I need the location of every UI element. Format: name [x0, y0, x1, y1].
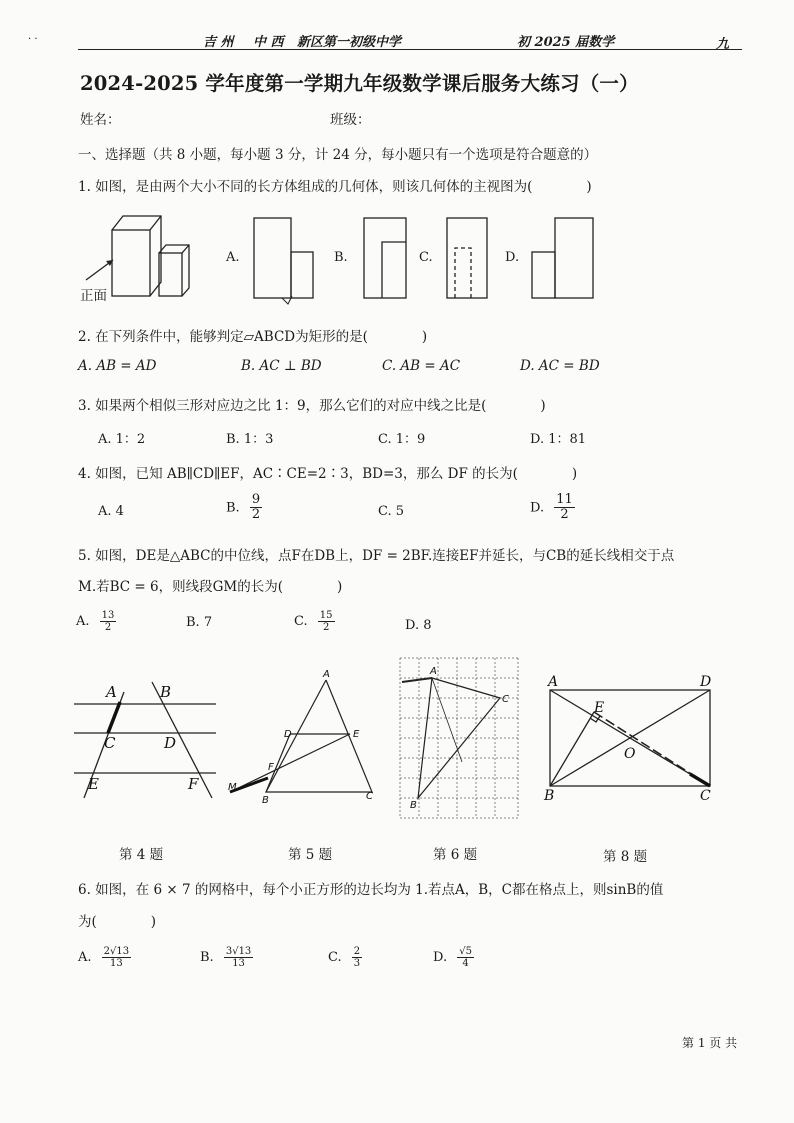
figure-4 — [72, 676, 220, 802]
q1-option-b-label: B. — [334, 250, 348, 265]
figure-6-svg — [392, 652, 524, 822]
numerator: √5 — [459, 946, 472, 957]
q3-option-b: B. 1：3 — [226, 432, 274, 447]
q1-option-d-figure — [530, 214, 596, 300]
numerator: 2 — [353, 946, 361, 957]
denominator: 3 — [353, 958, 361, 969]
denominator: 2 — [251, 507, 261, 523]
q6-option-c-label: C. — [328, 950, 342, 965]
header-corner: 九 — [716, 37, 730, 52]
fig4-label-d: D — [164, 734, 177, 752]
fig4-label-f: F — [188, 775, 199, 793]
q6-option-b-fraction — [224, 946, 253, 969]
q6-option-a-fraction — [102, 946, 131, 969]
q6-option-d-label: D. — [433, 950, 448, 965]
fig8-label-e: E — [594, 700, 605, 716]
header-region: 吉 州 — [203, 35, 234, 50]
figure-4-caption: 第 4 题 — [119, 847, 164, 863]
figure-8-svg — [540, 672, 720, 808]
q6-option-d-fraction — [457, 946, 474, 969]
question-4-stem: 4. 如图，已知 AB∥CD∥EF，AC∶CE=2∶3，BD=3，那么 DF 的长为( ) — [78, 466, 578, 482]
q1-option-a-figure — [252, 214, 316, 304]
figure-6-caption: 第 6 题 — [433, 847, 478, 863]
q4-option-b-label: B. — [226, 500, 240, 516]
header-school: 新区第一初级中学 — [297, 35, 402, 50]
fig8-label-o: O — [624, 746, 636, 762]
denominator: 2 — [322, 622, 330, 633]
q6-option-d — [433, 946, 474, 969]
q1-option-c-label: C. — [419, 250, 433, 265]
denominator: 13 — [232, 958, 245, 969]
q6-option-a — [78, 946, 131, 969]
q4-option-c: C. 5 — [378, 504, 405, 519]
page-title: 2024-2025 学年度第一学期九年级数学课后服务大练习（一） — [80, 72, 639, 95]
question-2-stem: 2. 在下列条件中，能够判定▱ABCD为矩形的是( ) — [78, 329, 428, 345]
denominator: 4 — [462, 958, 469, 969]
numerator: 3√13 — [225, 946, 252, 957]
q3-option-a: A. 1：2 — [98, 432, 146, 447]
q2-option-b: B. AC ⊥ BD — [241, 358, 322, 374]
q3-option-d: D. 1：81 — [530, 432, 587, 447]
front-label: 正面 — [80, 288, 107, 304]
denominator: 2 — [104, 622, 112, 633]
q1-option-a-svg — [252, 214, 316, 304]
header-district: 中 西 — [253, 35, 284, 50]
numerator: 11 — [556, 492, 573, 507]
fig4-label-b: B — [160, 683, 172, 701]
q5-option-c-label: C. — [294, 614, 308, 629]
question-5-stem-line1: 5. 如图，DE是△ABC的中位线，点F在DB上，DF = 2BF.连接EF并延长，与CB的延长线相交于点 — [78, 548, 675, 564]
fig8-label-b: B — [544, 788, 555, 804]
q4-option-b-fraction — [250, 493, 262, 523]
fig5-label-d: D — [284, 729, 292, 740]
q4-option-d-fraction — [554, 493, 575, 523]
fig6-label-c: C — [502, 694, 509, 705]
numerator: 13 — [101, 610, 115, 621]
fig6-label-b: B — [410, 800, 417, 811]
class-label: 班级： — [330, 112, 371, 128]
fig5-label-a: A — [323, 669, 330, 680]
fig5-label-b: B — [262, 795, 269, 806]
fig4-label-a: A — [106, 683, 117, 701]
q4-option-d-label: D. — [530, 500, 545, 516]
q1-option-c-figure — [445, 214, 493, 300]
q5-option-a-fraction — [100, 610, 117, 633]
figure-5-caption: 第 5 题 — [288, 847, 333, 863]
q5-option-a-label: A. — [76, 614, 90, 629]
header-grade: 初 2025 届数学 — [517, 35, 615, 50]
q6-option-b — [200, 946, 253, 969]
fig8-label-d: D — [700, 674, 712, 690]
numerator: 2√13 — [103, 946, 130, 957]
q6-option-a-label: A. — [78, 950, 92, 965]
q4-option-b — [226, 493, 262, 523]
figure-4-svg — [72, 676, 220, 802]
page-number: 第 1 页 共 — [682, 1036, 738, 1050]
numerator: 15 — [319, 610, 333, 621]
figure-8-caption: 第 8 题 — [603, 849, 648, 865]
denominator: 13 — [110, 958, 123, 969]
question-1-stem: 1. 如图，是由两个大小不同的长方体组成的几何体，则该几何体的主视图为( ) — [78, 179, 592, 195]
q1-option-c-svg — [445, 214, 493, 300]
figure-5-svg — [226, 666, 382, 806]
fig5-label-f: F — [268, 762, 274, 773]
fig8-label-a: A — [548, 674, 559, 690]
q5-option-b: B. 7 — [186, 615, 213, 630]
fig5-label-m: M — [228, 782, 237, 793]
q1-option-d-label: D. — [505, 250, 520, 265]
denominator: 2 — [560, 507, 569, 523]
numerator: 9 — [251, 492, 261, 507]
q5-option-c — [294, 610, 335, 633]
q5-option-c-fraction — [318, 610, 335, 633]
q2-option-c: C. AB = AC — [382, 358, 461, 374]
question-3-stem: 3. 如果两个相似三形对应边之比 1：9，那么它们的对应中线之比是( ) — [78, 398, 546, 414]
question-5-stem-line2: M.若BC = 6，则线段GM的长为( ) — [78, 579, 343, 595]
q1-option-a-label: A. — [226, 250, 240, 265]
fig4-label-c: C — [104, 734, 116, 752]
q2-option-d: D. AC = BD — [520, 358, 600, 374]
fig5-label-e: E — [353, 729, 360, 740]
fig5-label-c: C — [366, 791, 373, 802]
fig8-label-c: C — [700, 788, 711, 804]
fig6-label-a: A — [430, 666, 437, 677]
scan-mark: · · — [28, 34, 38, 45]
figure-5 — [226, 666, 382, 806]
q4-option-d — [530, 493, 575, 523]
q6-option-b-label: B. — [200, 950, 214, 965]
question-6-stem-line2: 为( ) — [78, 914, 157, 930]
q1-option-b-svg — [362, 214, 410, 300]
q2-option-a: A. AB = AD — [78, 358, 157, 374]
question-6-stem-line1: 6. 如图，在 6 × 7 的网格中，每个小正方形的边长均为 1.若点A，B，C都在格点上，则sinB的值 — [78, 882, 664, 898]
q1-option-b-figure — [362, 214, 410, 300]
q5-option-d: D. 8 — [405, 618, 432, 633]
section-heading: 一、选择题（共 8 小题，每小题 3 分，计 24 分，每小题只有一个选项是符合题意的） — [78, 147, 598, 163]
figure-6 — [392, 652, 524, 822]
q3-option-c: C. 1：9 — [378, 432, 426, 447]
q5-option-a — [76, 610, 116, 633]
q4-option-a: A. 4 — [98, 504, 124, 519]
fig4-label-e: E — [88, 775, 99, 793]
q6-option-c — [328, 946, 362, 969]
name-label: 姓名： — [80, 112, 121, 128]
header-rule — [78, 49, 742, 50]
figure-8 — [540, 672, 720, 808]
q1-option-d-svg — [530, 214, 596, 300]
q6-option-c-fraction — [352, 946, 362, 969]
